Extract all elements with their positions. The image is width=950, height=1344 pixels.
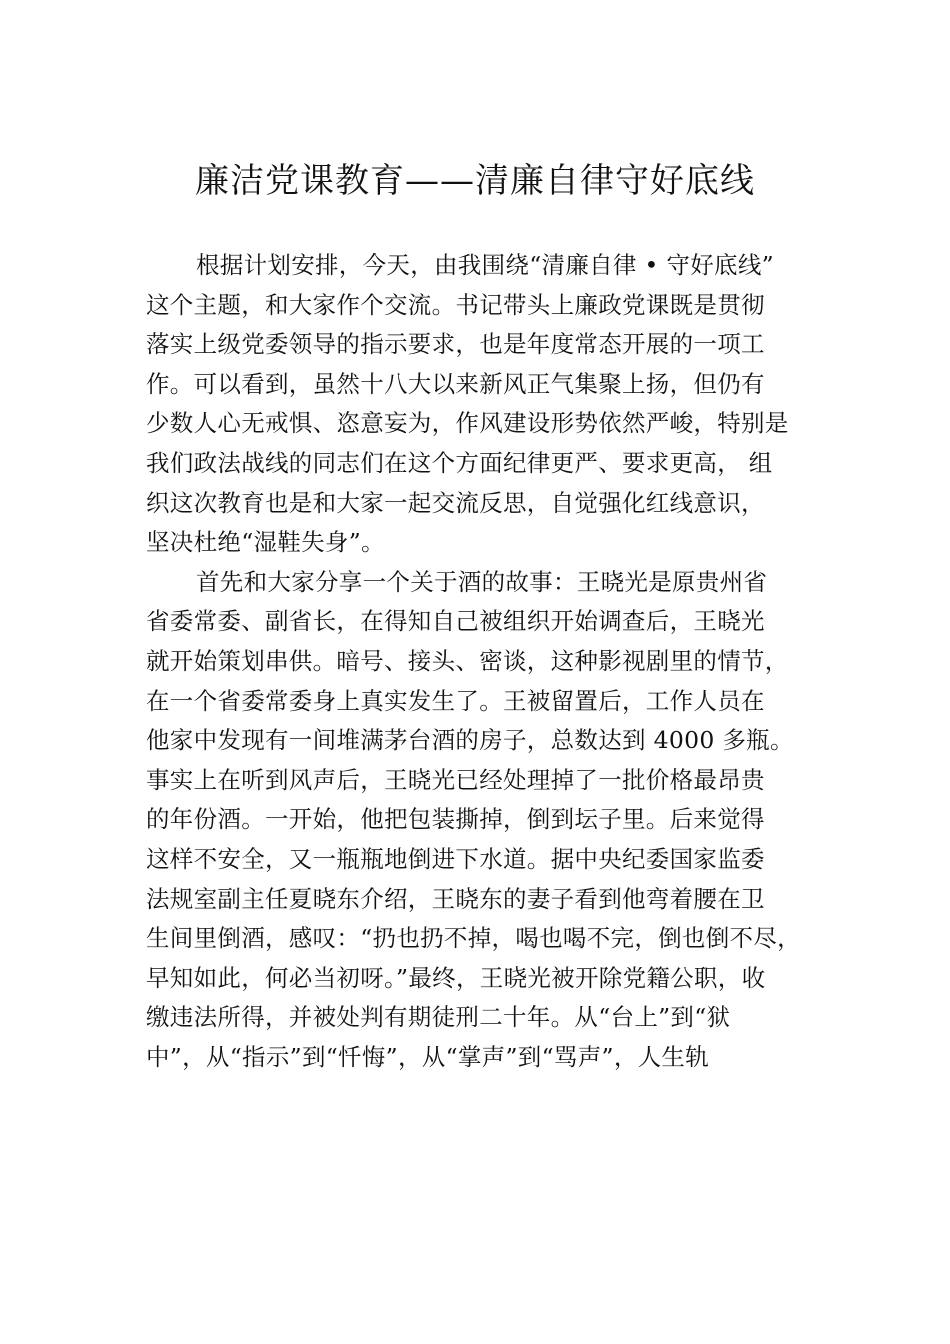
text-line: 落实上级党委领导的指示要求，也是年度常态开展的一项工: [146, 330, 765, 359]
text-line: 首先和大家分享一个关于酒的故事：王晓光是原贵州省: [196, 567, 768, 596]
text-line: 法规室副主任夏晓东介绍，王晓东的妻子看到他弯着腰在卫: [146, 884, 765, 913]
paragraph-1: [146, 246, 846, 563]
text-line: 早知如此，何必当初呀。”最终，王晓光被开除党籍公职，收: [146, 963, 766, 992]
text-line: 的年份酒。一开始，他把包装撕掉，倒到坛子里。后来觉得: [146, 805, 765, 834]
text-line: 根据计划安排，今天，由我围绕“清廉自律 • 守好底线”: [196, 251, 774, 279]
text-line: 省委常委、副省长，在得知自己被组织开始调查后，王晓光: [146, 607, 765, 636]
text-line: 坚决杜绝“湿鞋失身”。: [146, 528, 385, 557]
text-line: 少数人心无戒惧、恣意妄为，作风建设形势依然严峻，特别是: [146, 409, 789, 438]
paragraph-2: [146, 563, 846, 1078]
document-title: 廉洁党课教育——清廉自律守好底线: [195, 161, 755, 201]
text-line: 就开始策划串供。暗号、接头、密谈，这种影视剧里的情节，: [146, 646, 789, 675]
text-line: 织这次教育也是和大家一起交流反思，自觉强化红线意识，: [146, 488, 765, 517]
text-line: 中”，从“指示”到“忏悔”，从“掌声”到“骂声”，人生轨: [146, 1042, 710, 1071]
text-line: 我们政法战线的同志们在这个方面纪律更严、要求更高， 组: [146, 448, 773, 477]
text-line: 生间里倒酒，感叹：“扔也扔不掉，喝也喝不完，倒也倒不尽，: [146, 924, 801, 953]
document-body: [146, 246, 846, 1077]
text-line: 这样不安全，又一瓶瓶地倒进下水道。据中央纪委国家监委: [146, 844, 765, 873]
text-line: 这个主题，和大家作个交流。书记带头上廉政党课既是贯彻: [146, 290, 765, 319]
text-line: 事实上在听到风声后，王晓光已经处理掉了一批价格最昂贵: [146, 765, 765, 794]
text-line: 作。可以看到，虽然十八大以来新风正气集聚上扬，但仍有: [146, 369, 765, 398]
text-line: 在一个省委常委身上真实发生了。王被留置后，工作人员在: [146, 686, 765, 715]
text-line: 他家中发现有一间堆满茅台酒的房子，总数达到 4000 多瓶。: [146, 726, 794, 755]
text-line: 缴违法所得，并被处判有期徒刑二十年。从“台上”到“狱: [146, 1003, 731, 1032]
